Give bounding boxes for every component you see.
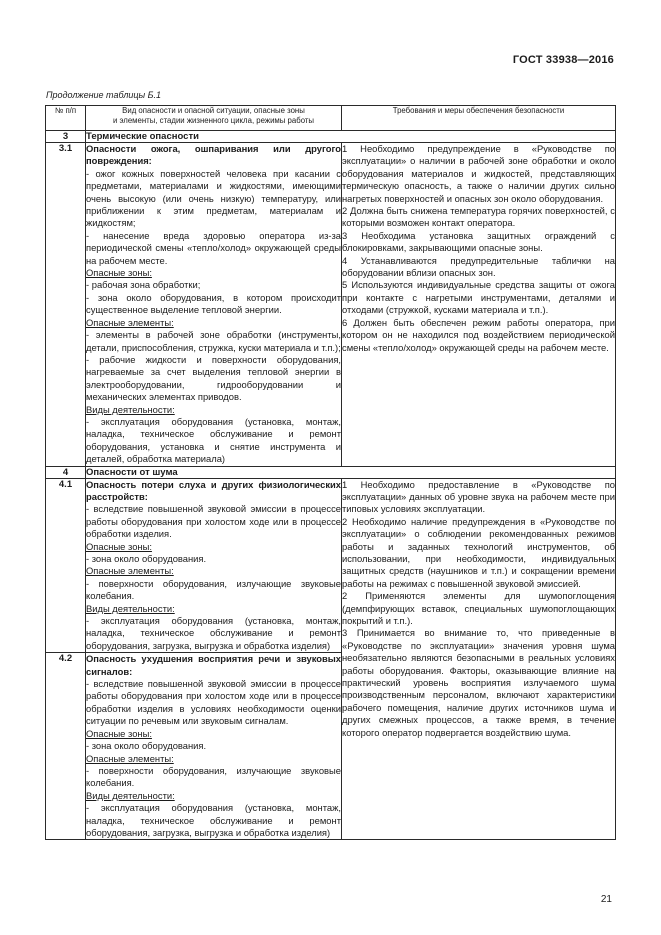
hazard-cell: [86, 653, 342, 840]
zone-item: - зона около оборудования.: [86, 553, 207, 564]
table-row-4-1: [46, 478, 616, 653]
requirement-item: 3 Принимается во внимание то, что приведенные в «Руководстве по эксплуатации» значения уровня шума необязательно являются безопасными в реальных условиях работы оборудования. Факторы, оказывающие влияние на практический уровень восприятия излучаемого шума производственным персоналом, включают характеристики рабочего помещения, наличие других источников шума и других смежных процессов, а также время, в течение которого оператор подвергается воздействию шума.: [342, 627, 615, 738]
element-item: - рабочие жидкости и поверхности оборудования, нагреваемые за счет выделения тепловой энергии в электрооборудовании, гидрооборудовании и механических элементах приводов.: [86, 353, 341, 403]
table-header-num: № п/п: [46, 106, 86, 131]
elements-label: Опасные элементы:: [86, 565, 174, 577]
hazard-item: - вследствие повышенной звуковой эмиссии в процессе работы оборудования при холостом ходе или в процессе обработки изделия в условиях необходимости оценки ситуации по речевым или звуковым сигналам.: [86, 678, 341, 727]
section-row-3: [46, 131, 616, 143]
doc-number: ГОСТ 33938—2016: [512, 54, 614, 66]
activities-label: Виды деятельности:: [86, 403, 175, 415]
zones-label: Опасные зоны:: [86, 267, 152, 279]
section-row-4: [46, 466, 616, 478]
section-title: Термические опасности: [86, 131, 616, 143]
row-number: 3.1: [46, 143, 86, 467]
table-row-3-1: [46, 143, 616, 467]
section-number: 4: [46, 466, 86, 478]
requirements-cell: [342, 478, 616, 840]
table-header-requirements: Требования и меры обеспечения безопасности: [342, 106, 616, 131]
hazards-table: [45, 105, 616, 840]
zone-item: - зона около оборудования, в котором происходит существенное выделение тепловой энергии.: [86, 291, 341, 316]
hazard-item: - вследствие повышенной звуковой эмиссии в процессе работы оборудования при холостом ходе или в процессе обработки изделия.: [86, 503, 341, 540]
hazard-title: Опасность ухудшения восприятия речи и звуковых сигналов:: [86, 653, 341, 677]
elements-label: Опасные элементы:: [86, 316, 174, 328]
requirement-item: 4 Устанавливаются предупредительные таблички на оборудовании вблизи опасных зон.: [342, 254, 615, 279]
table-header-hazard-line1: Вид опасности и опасной ситуации, опасные зоны: [122, 106, 305, 115]
section-title: Опасности от шума: [86, 466, 616, 478]
element-item: - поверхности оборудования, излучающие звуковые колебания.: [86, 577, 341, 602]
requirement-item: 1 Необходимо предупреждение в «Руководстве по эксплуатации» о наличии в рабочей зоне обработки и около оборудования материалов и жидкостей, представляющих термическую опасность, а также о наличии других сильно нагретых поверхностей и опасных зон около оборудования.: [342, 143, 615, 204]
requirement-item: 2 Применяются элементы для шумопоглощения (демпфирующих вставок, специальных шумопоглощающих покрытий и т.п.).: [342, 590, 615, 627]
requirement-item: 5 Используются индивидуальные средства защиты от ожога при контакте с нагретыми инструментами, деталями и отходами (стружкой, кусками материала и т.п.).: [342, 279, 615, 316]
requirement-item: 3 Необходима установка защитных ограждений с блокировками, закрывающими опасные зоны.: [342, 229, 615, 254]
activity-item: - эксплуатация оборудования (установка, монтаж, наладка, техническое обслуживание и ремонт оборудования, установка и снятие инструмента и деталей, обработка материала): [86, 415, 341, 465]
hazard-title: Опасность потери слуха и других физиологических расстройств:: [86, 478, 341, 502]
table-header-hazard-line2: и элементы, стадии жизненного цикла, режимы работы: [112, 115, 315, 125]
zone-item: - зона около оборудования.: [86, 740, 207, 752]
activities-label: Виды деятельности:: [86, 789, 175, 801]
requirement-item: 1 Необходимо предоставление в «Руководстве по эксплуатации» данных об уровне звука на рабочем месте при типовых условиях эксплуатации.: [342, 478, 615, 515]
requirement-item: 6 Должен быть обеспечен режим работы оператора, при котором он не находился под воздействием периодической смены «тепло/холод» окружающей среды на рабочем месте.: [342, 316, 615, 353]
hazard-cell: [86, 143, 342, 467]
hazard-item: - нанесение вреда здоровью оператора из-за периодической смены «тепло/холод» окружающей среды на рабочем месте.: [86, 229, 341, 266]
table-caption: Продолжение таблицы Б.1: [46, 90, 162, 100]
activities-label: Виды деятельности:: [86, 602, 175, 614]
activity-item: - эксплуатация оборудования (установка, монтаж, наладка, техническое обслуживание и ремонт оборудования, загрузка, выгрузка и обработка изделия): [86, 615, 341, 651]
zone-item: - рабочая зона обработки;: [86, 279, 201, 291]
row-number: 4.2: [46, 653, 86, 840]
requirement-item: 2 Необходимо наличие предупреждения в «Руководстве по эксплуатации» о соблюдении рекомендованных режимов работы и заданных технологий инструментов, об использовании, при необходимости, индивидуальных защитных средств (наушников и т.п.) и сокращении времени работы на режимах с повышенной звуковой эмиссией.: [342, 515, 615, 589]
element-item: - поверхности оборудования, излучающие звуковые колебания.: [86, 764, 341, 789]
section-number: 3: [46, 131, 86, 143]
zones-label: Опасные зоны:: [86, 727, 152, 739]
element-item: - элементы в рабочей зоне обработки (инструменты, детали, приспособления, стружка, куски материала и т.п.);: [86, 329, 341, 353]
page-number: 21: [600, 894, 612, 905]
hazard-cell: [86, 478, 342, 653]
requirement-item: 2 Должна быть снижена температура горячих поверхностей, с которыми возможен контакт оператора.: [342, 205, 615, 229]
row-number: 4.1: [46, 478, 86, 653]
hazard-title: Опасности ожога, ошпаривания или другого повреждения:: [86, 143, 341, 167]
elements-label: Опасные элементы:: [86, 752, 174, 764]
hazard-item: - ожог кожных поверхностей человека при касании с предметами, материалами и жидкостями, имеющими очень высокую (или очень низкую) температуру, или приближении к этим предметам, материалам и жидкостям;: [86, 167, 341, 229]
activity-item: - эксплуатация оборудования (установка, монтаж, наладка, техническое обслуживание и ремонт оборудования, загрузка, выгрузка и обработка изделия): [86, 802, 341, 838]
zones-label: Опасные зоны:: [86, 540, 152, 552]
table-header-row: [46, 106, 616, 131]
requirements-cell: [342, 143, 616, 467]
table-header-hazard: [86, 106, 342, 131]
